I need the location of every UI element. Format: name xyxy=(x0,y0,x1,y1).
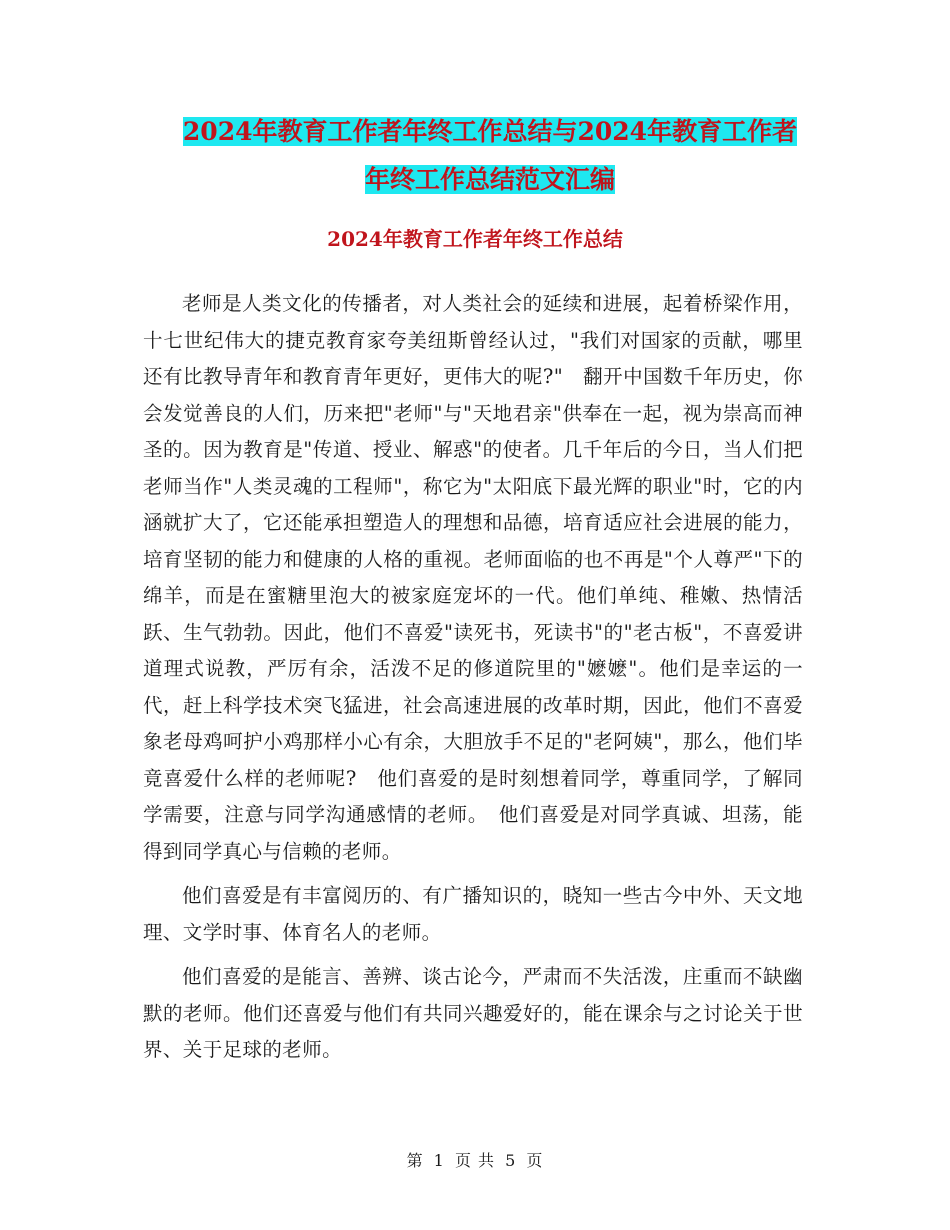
paragraph-1: 老师是人类文化的传播者，对人类社会的延续和进展，起着桥梁作用，十七世纪伟大的捷克教育家夸美纽斯曾经认过，"我们对国家的贡献，哪里还有比教导青年和教育青年更好，更伟大的呢?" 翻开中国数千年历史，你会发觉善良的人们，历来把"老师"与"天地君亲"供奉在一起，视为崇高而神圣的。因为教育是"传道、授业、解惑"的使者。几千年后的今日，当人们把老师当作"人类灵魂的工程师"，称它为"太阳底下最光辉的职业"时，它的内涵就扩大了，它还能承担塑造人的理想和品德，培育适应社会进展的能力，培育坚韧的能力和健康的人格的重视。老师面临的也不再是"个人尊严"下的绵羊，而是在蜜糖里泡大的被家庭宠坏的一代。他们单纯、稚嫩、热情活跃、生气勃勃。因此，他们不喜爱"读死书，死读书"的"老古板"，不喜爱讲道理式说教，严厉有余，活泼不足的修道院里的"嬷嬷"。他们是幸运的一代，赶上科学技术突飞猛进，社会高速进展的改革时期，因此，他们不喜爱象老母鸡呵护小鸡那样小心有余，大胆放手不足的"老阿姨"，那么，他们毕竟喜爱什么样的老师呢? 他们喜爱的是时刻想着同学，尊重同学，了解同学需要，注意与同学沟通感情的老师。 他们喜爱是对同学真诚、坦荡，能得到同学真心与信赖的老师。 xyxy=(143,292,803,863)
document-title xyxy=(140,108,840,204)
document-title-line-1: 2024年教育工作者年终工作总结与2024年教育工作者 xyxy=(182,117,798,146)
footer-prefix: 第 xyxy=(406,1151,424,1170)
footer-suffix: 页 xyxy=(526,1151,544,1170)
footer-middle: 页 共 xyxy=(454,1151,496,1170)
page-footer xyxy=(0,1148,950,1171)
section-heading: 2024年教育工作者年终工作总结 xyxy=(327,227,623,251)
document-title-line-2: 年终工作总结范文汇编 xyxy=(364,165,615,194)
footer-total-pages: 5 xyxy=(505,1151,517,1170)
body-text xyxy=(143,286,803,1069)
paragraph-2: 他们喜爱是有丰富阅历的、有广播知识的，晓知一些古今中外、天文地理、文学时事、体育名人的老师。 xyxy=(143,884,803,944)
footer-current-page: 1 xyxy=(433,1151,445,1170)
paragraph-3: 他们喜爱的是能言、善辨、谈古论今，严肃而不失活泼，庄重而不缺幽默的老师。他们还喜爱与他们有共同兴趣爱好的，能在课余与之讨论关于世界、关于足球的老师。 xyxy=(143,965,803,1061)
